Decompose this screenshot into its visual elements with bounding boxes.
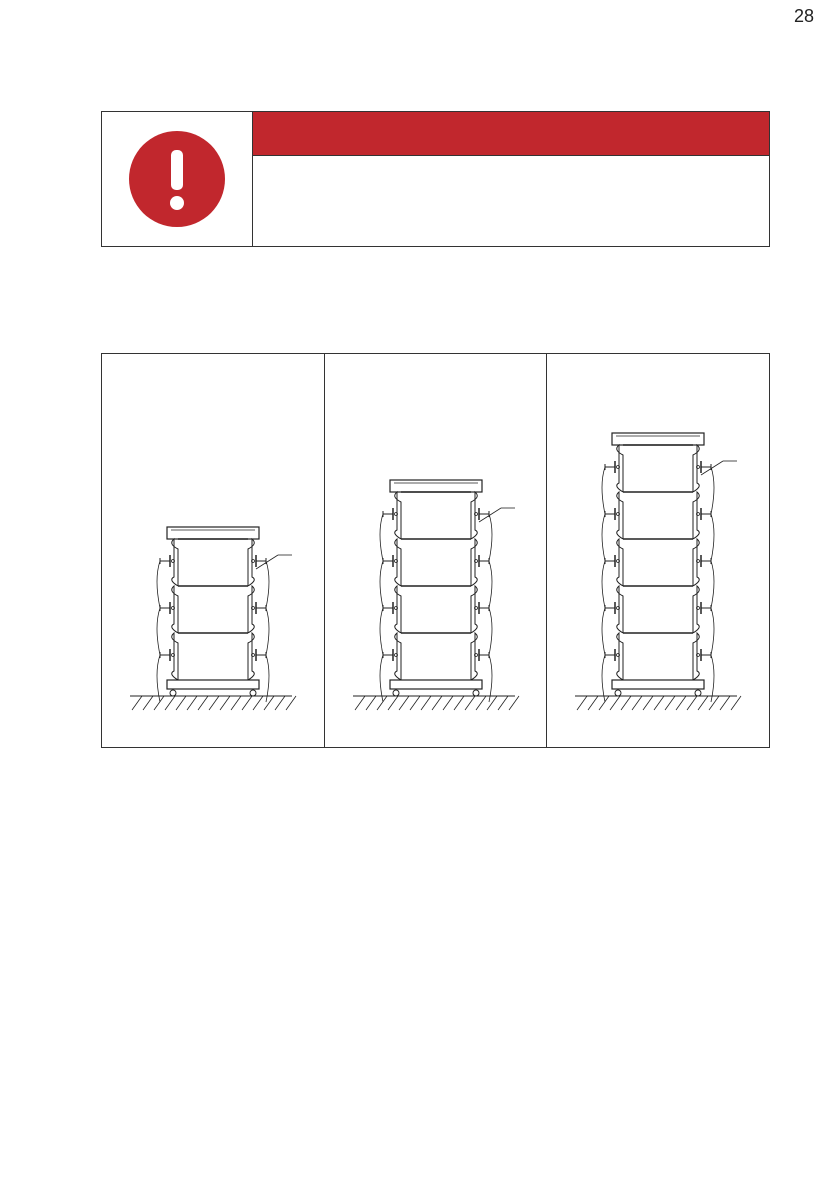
ground-hatch: [253, 696, 263, 710]
figure-cell-3: [546, 354, 769, 747]
ground-hatch: [709, 696, 719, 710]
ground-hatch: [498, 696, 508, 710]
ground-hatch: [410, 696, 420, 710]
cable-left: [157, 655, 160, 702]
figure-cell-1: [102, 354, 324, 747]
ground-hatch: [132, 696, 142, 710]
cable-right: [489, 514, 492, 561]
ground-hatch: [209, 696, 219, 710]
installation-figure-table: [101, 353, 770, 748]
warning-body: [253, 157, 769, 246]
wheel-right: [473, 690, 479, 696]
ground-hatch: [275, 696, 285, 710]
wheel-right: [695, 690, 701, 696]
cable-left: [602, 514, 605, 561]
cable-right: [489, 561, 492, 608]
cable-right: [489, 655, 492, 702]
ground-hatch: [731, 696, 741, 710]
ground-hatch: [687, 696, 697, 710]
stack-group: [575, 433, 741, 710]
ground-hatch: [509, 696, 519, 710]
cable-right: [711, 561, 714, 608]
ground-hatch: [165, 696, 175, 710]
wheel-left: [615, 690, 621, 696]
ground-hatch: [399, 696, 409, 710]
stack-group: [130, 527, 296, 710]
warning-header: [253, 112, 769, 156]
top-cover: [612, 433, 704, 445]
ground-hatch: [676, 696, 686, 710]
ground-hatch: [187, 696, 197, 710]
cable-left: [380, 514, 383, 561]
battery-stack-diagram-5: [547, 354, 769, 747]
cable-left: [157, 561, 160, 608]
cable-left: [602, 655, 605, 702]
ground-hatch: [588, 696, 598, 710]
ground-hatch: [220, 696, 230, 710]
ground-hatch: [366, 696, 376, 710]
ground-hatch: [388, 696, 398, 710]
ground-hatch: [421, 696, 431, 710]
wheel-left: [393, 690, 399, 696]
ground-hatch: [264, 696, 274, 710]
ground-hatch: [643, 696, 653, 710]
warning-box: [101, 111, 770, 247]
wheel-right: [250, 690, 256, 696]
leader-line: [256, 555, 278, 569]
ground-hatch: [443, 696, 453, 710]
base-plate: [612, 680, 704, 689]
cable-right: [711, 655, 714, 702]
warning-icon-cell: [102, 112, 253, 246]
wheel-left: [170, 690, 176, 696]
cable-right: [711, 514, 714, 561]
cable-left: [602, 608, 605, 655]
ground-hatch: [143, 696, 153, 710]
ground-hatch: [698, 696, 708, 710]
ground-hatch: [176, 696, 186, 710]
stack-group: [353, 480, 519, 710]
top-cover: [390, 480, 482, 492]
page-number: 28: [793, 6, 814, 26]
cable-right: [711, 608, 714, 655]
ground-hatch: [621, 696, 631, 710]
cable-left: [602, 561, 605, 608]
ground-hatch: [432, 696, 442, 710]
ground-hatch: [610, 696, 620, 710]
top-cover: [167, 527, 259, 539]
ground-hatch: [454, 696, 464, 710]
ground-hatch: [286, 696, 296, 710]
ground-hatch: [577, 696, 587, 710]
cable-right: [489, 608, 492, 655]
ground-hatch: [355, 696, 365, 710]
ground-hatch: [720, 696, 730, 710]
ground-hatch: [465, 696, 475, 710]
ground-hatch: [665, 696, 675, 710]
cable-right: [266, 655, 269, 702]
ground-hatch: [632, 696, 642, 710]
ground-hatch: [231, 696, 241, 710]
leader-line: [479, 508, 501, 522]
ground-hatch: [654, 696, 664, 710]
battery-stack-diagram-4: [325, 354, 547, 747]
base-plate: [390, 680, 482, 689]
cable-left: [157, 608, 160, 655]
battery-stack-diagram-3: [102, 354, 324, 747]
cable-left: [380, 608, 383, 655]
ground-hatch: [487, 696, 497, 710]
cable-left: [380, 561, 383, 608]
cable-right: [266, 608, 269, 655]
figure-cell-2: [324, 354, 547, 747]
base-plate: [167, 680, 259, 689]
cable-right: [266, 561, 269, 608]
ground-hatch: [198, 696, 208, 710]
cable-left: [602, 467, 605, 514]
ground-hatch: [242, 696, 252, 710]
cable-right: [711, 467, 714, 514]
leader-line: [701, 461, 723, 475]
ground-hatch: [476, 696, 486, 710]
cable-left: [380, 655, 383, 702]
